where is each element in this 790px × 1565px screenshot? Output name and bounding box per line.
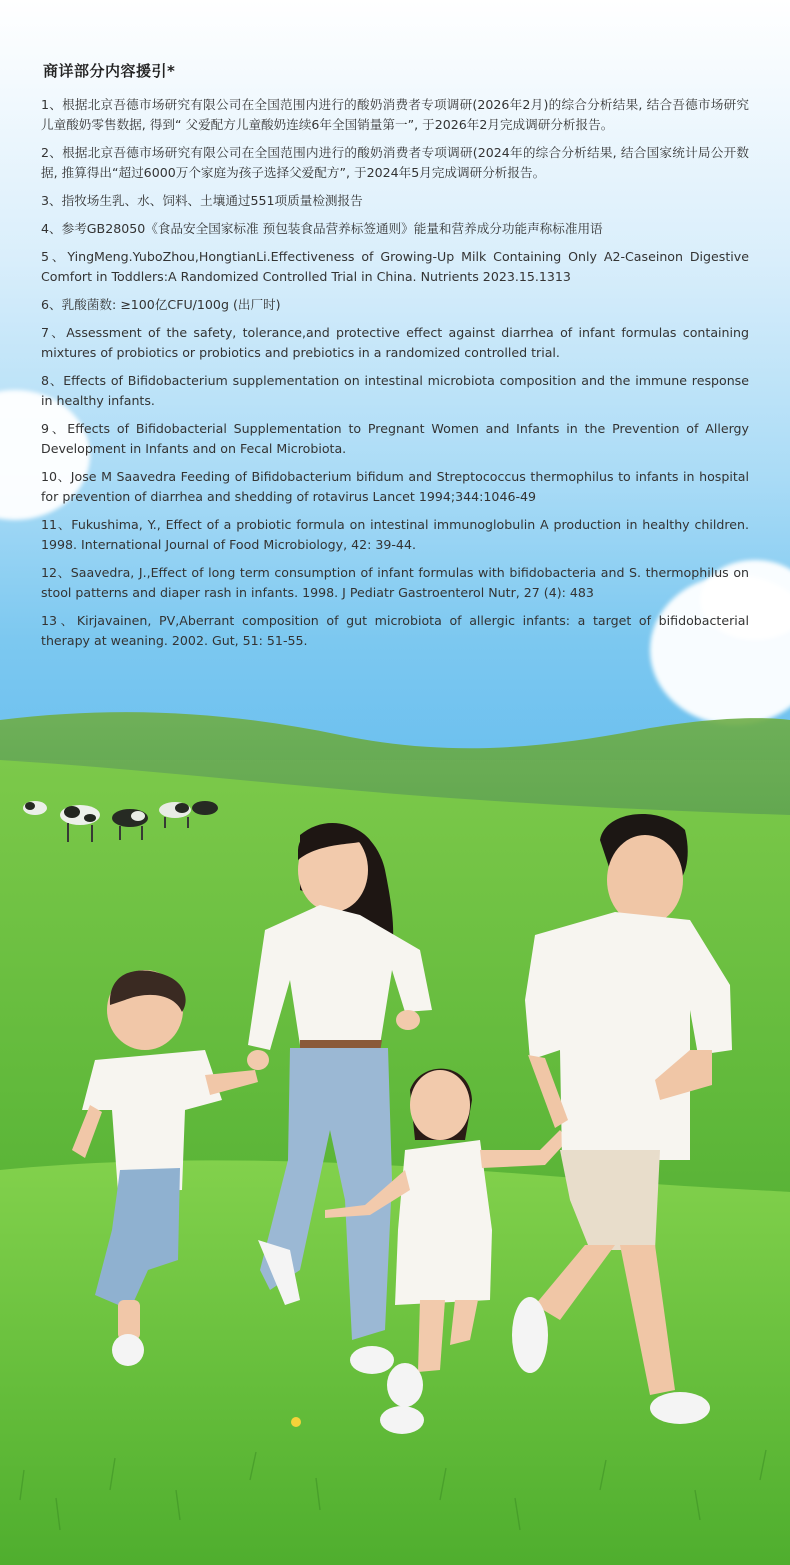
reference-item-1: 1、根据北京吾德市场研究有限公司在全国范围内进行的酸奶消费者专项调研(2026年2月)的综合分析结果, 结合吾德市场研究儿童酸奶零售数据, 得到“ 父爱配方儿童酸奶连续6年全国销量第一”, 于2026年2月完成调研分析报告。: [41, 97, 749, 132]
reference-item-2: 2、根据北京吾德市场研究有限公司在全国范围内进行的酸奶消费者专项调研(2024年的综合分析结果, 结合国家统计局公开数据, 推算得出“超过6000万个家庭为孩子选择父爱配方”, 于2024年5月完成调研分析报告。: [41, 145, 749, 180]
reference-heading: 商详部分内容援引*: [43, 62, 176, 80]
reference-item-9: 9、Effects of Bifidobacterial Supplementation to Pregnant Women and Infants in the Prevention of Allergy Development in Infants and on Fecal Microbiota.: [41, 421, 749, 456]
reference-item-13: 13、Kirjavainen, PV,Aberrant composition of gut microbiota of allergic infants: a target of bifidobacterial therapy at weaning. 2002. Gut, 51: 51-55.: [41, 613, 749, 648]
reference-item-6: 6、乳酸菌数: ≥100亿CFU/100g (出厂时): [41, 297, 281, 312]
reference-item-4: 4、参考GB28050《食品安全国家标准 预包装食品营养标签通则》能量和营养成分功能声称标准用语: [41, 221, 603, 236]
reference-item-10: 10、Jose M Saavedra Feeding of Bifidobacterium bifidum and Streptococcus thermophilus to infants in hospital for prevention of diarrhea and shedding of rotavirus Lancet 1994;344:1046-49: [41, 469, 749, 504]
reference-item-7: 7、Assessment of the safety, tolerance,and protective effect against diarrhea of infant formulas containing mixtures of probiotics or probiotics and prebiotics in a randomized controlled trial.: [41, 325, 749, 360]
reference-item-12: 12、Saavedra, J.,Effect of long term consumption of infant formulas with bifidobacteria and S. thermophilus on stool patterns and diaper rash in infants. 1998. J Pediatr Gastroenterol Nutr, 27 (4): 483: [41, 565, 749, 600]
reference-item-5: 5、YingMeng.YuboZhou,HongtianLi.Effectiveness of Growing-Up Milk Containing Only A2-Caseinon Digestive Comfort in Toddlers:A Randomized Controlled Trial in China. Nutrients 2023.15.1313: [41, 249, 749, 284]
reference-item-8: 8、Effects of Bifidobacterium supplementation on intestinal microbiota composition and the immune response in healthy infants.: [41, 373, 749, 408]
reference-list: [41, 60, 749, 659]
reference-item-11: 11、Fukushima, Y., Effect of a probiotic formula on intestinal immunoglobulin A production in healthy children. 1998. International Journal of Food Microbiology, 42: 39-44.: [41, 517, 749, 552]
yellow-flower: [291, 1417, 301, 1427]
reference-item-3: 3、指牧场生乳、水、饲料、土壤通过551项质量检测报告: [41, 193, 363, 208]
